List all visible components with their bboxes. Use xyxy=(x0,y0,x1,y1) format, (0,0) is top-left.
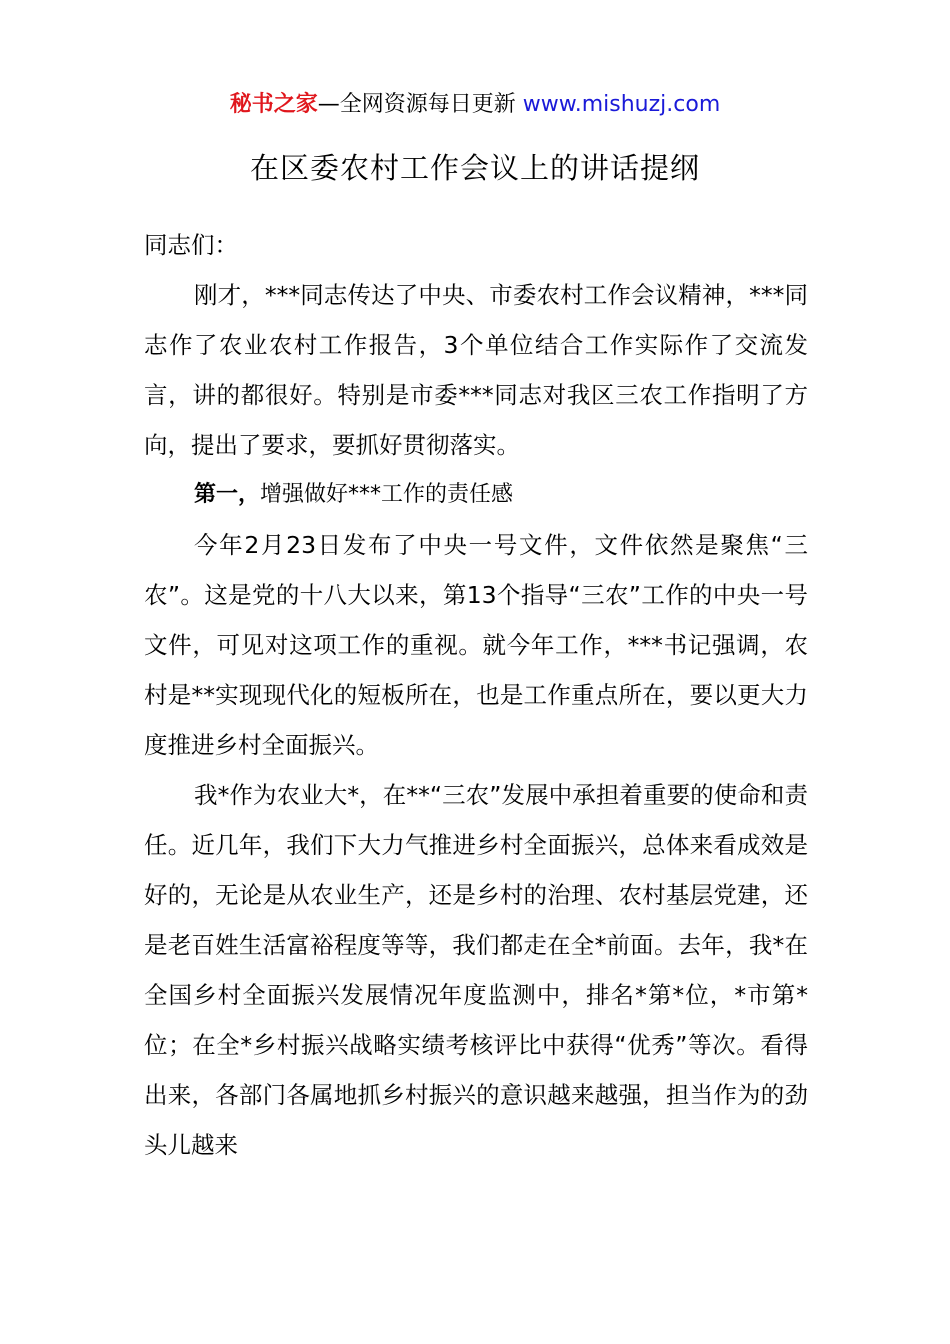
paragraph-3: 我*作为农业大*，在**“三农”发展中承担着重要的使命和责任。近几年，我们下大力气推进乡村全面振兴，总体来看成效是好的，无论是从农业生产，还是乡村的治理、农村基层党建，还是老百姓生活富裕程度等等，我们都走在全*前面。去年，我*在全国乡村全面振兴发展情况年度监测中，排名*第*位，*市第*位；在全*乡村振兴战略实绩考核评比中获得“优秀”等次。看得出来，各部门各属地抓乡村振兴的意识越来越强，担当作为的劲头儿越来 xyxy=(144,781,808,1159)
site-brand: 秘书之家 xyxy=(229,92,318,117)
section-heading-label: 第一， xyxy=(194,482,261,507)
site-url-link[interactable]: www.mishuzj.com xyxy=(522,92,721,117)
paragraph-1: 刚才，***同志传达了中央、市委农村工作会议精神，***同志作了农业农村工作报告，3个单位结合工作实际作了交流发言，讲的都很好。特别是市委***同志对我区三农工作指明了方向，提出了要求，要抓好贯彻落实。 xyxy=(144,281,808,459)
document-title: 在区委农村工作会议上的讲话提纲 xyxy=(249,151,700,185)
site-tagline: —全网资源每日更新 xyxy=(317,92,523,117)
document-body xyxy=(144,220,808,1170)
paragraph-2: 今年2月23日发布了中央一号文件，文件依然是聚焦“三农”。这是党的十八大以来，第13个指导“三农”工作的中央一号文件，可见对这项工作的重视。就今年工作，***书记强调，农村是**实现现代化的短板所在，也是工作重点所在，要以更大力度推进乡村全面振兴。 xyxy=(144,531,808,759)
section-heading-text: 增强做好***工作的责任感 xyxy=(260,482,514,507)
greeting: 同志们： xyxy=(144,231,238,259)
section-heading-1 xyxy=(144,470,808,520)
site-header xyxy=(0,88,950,122)
